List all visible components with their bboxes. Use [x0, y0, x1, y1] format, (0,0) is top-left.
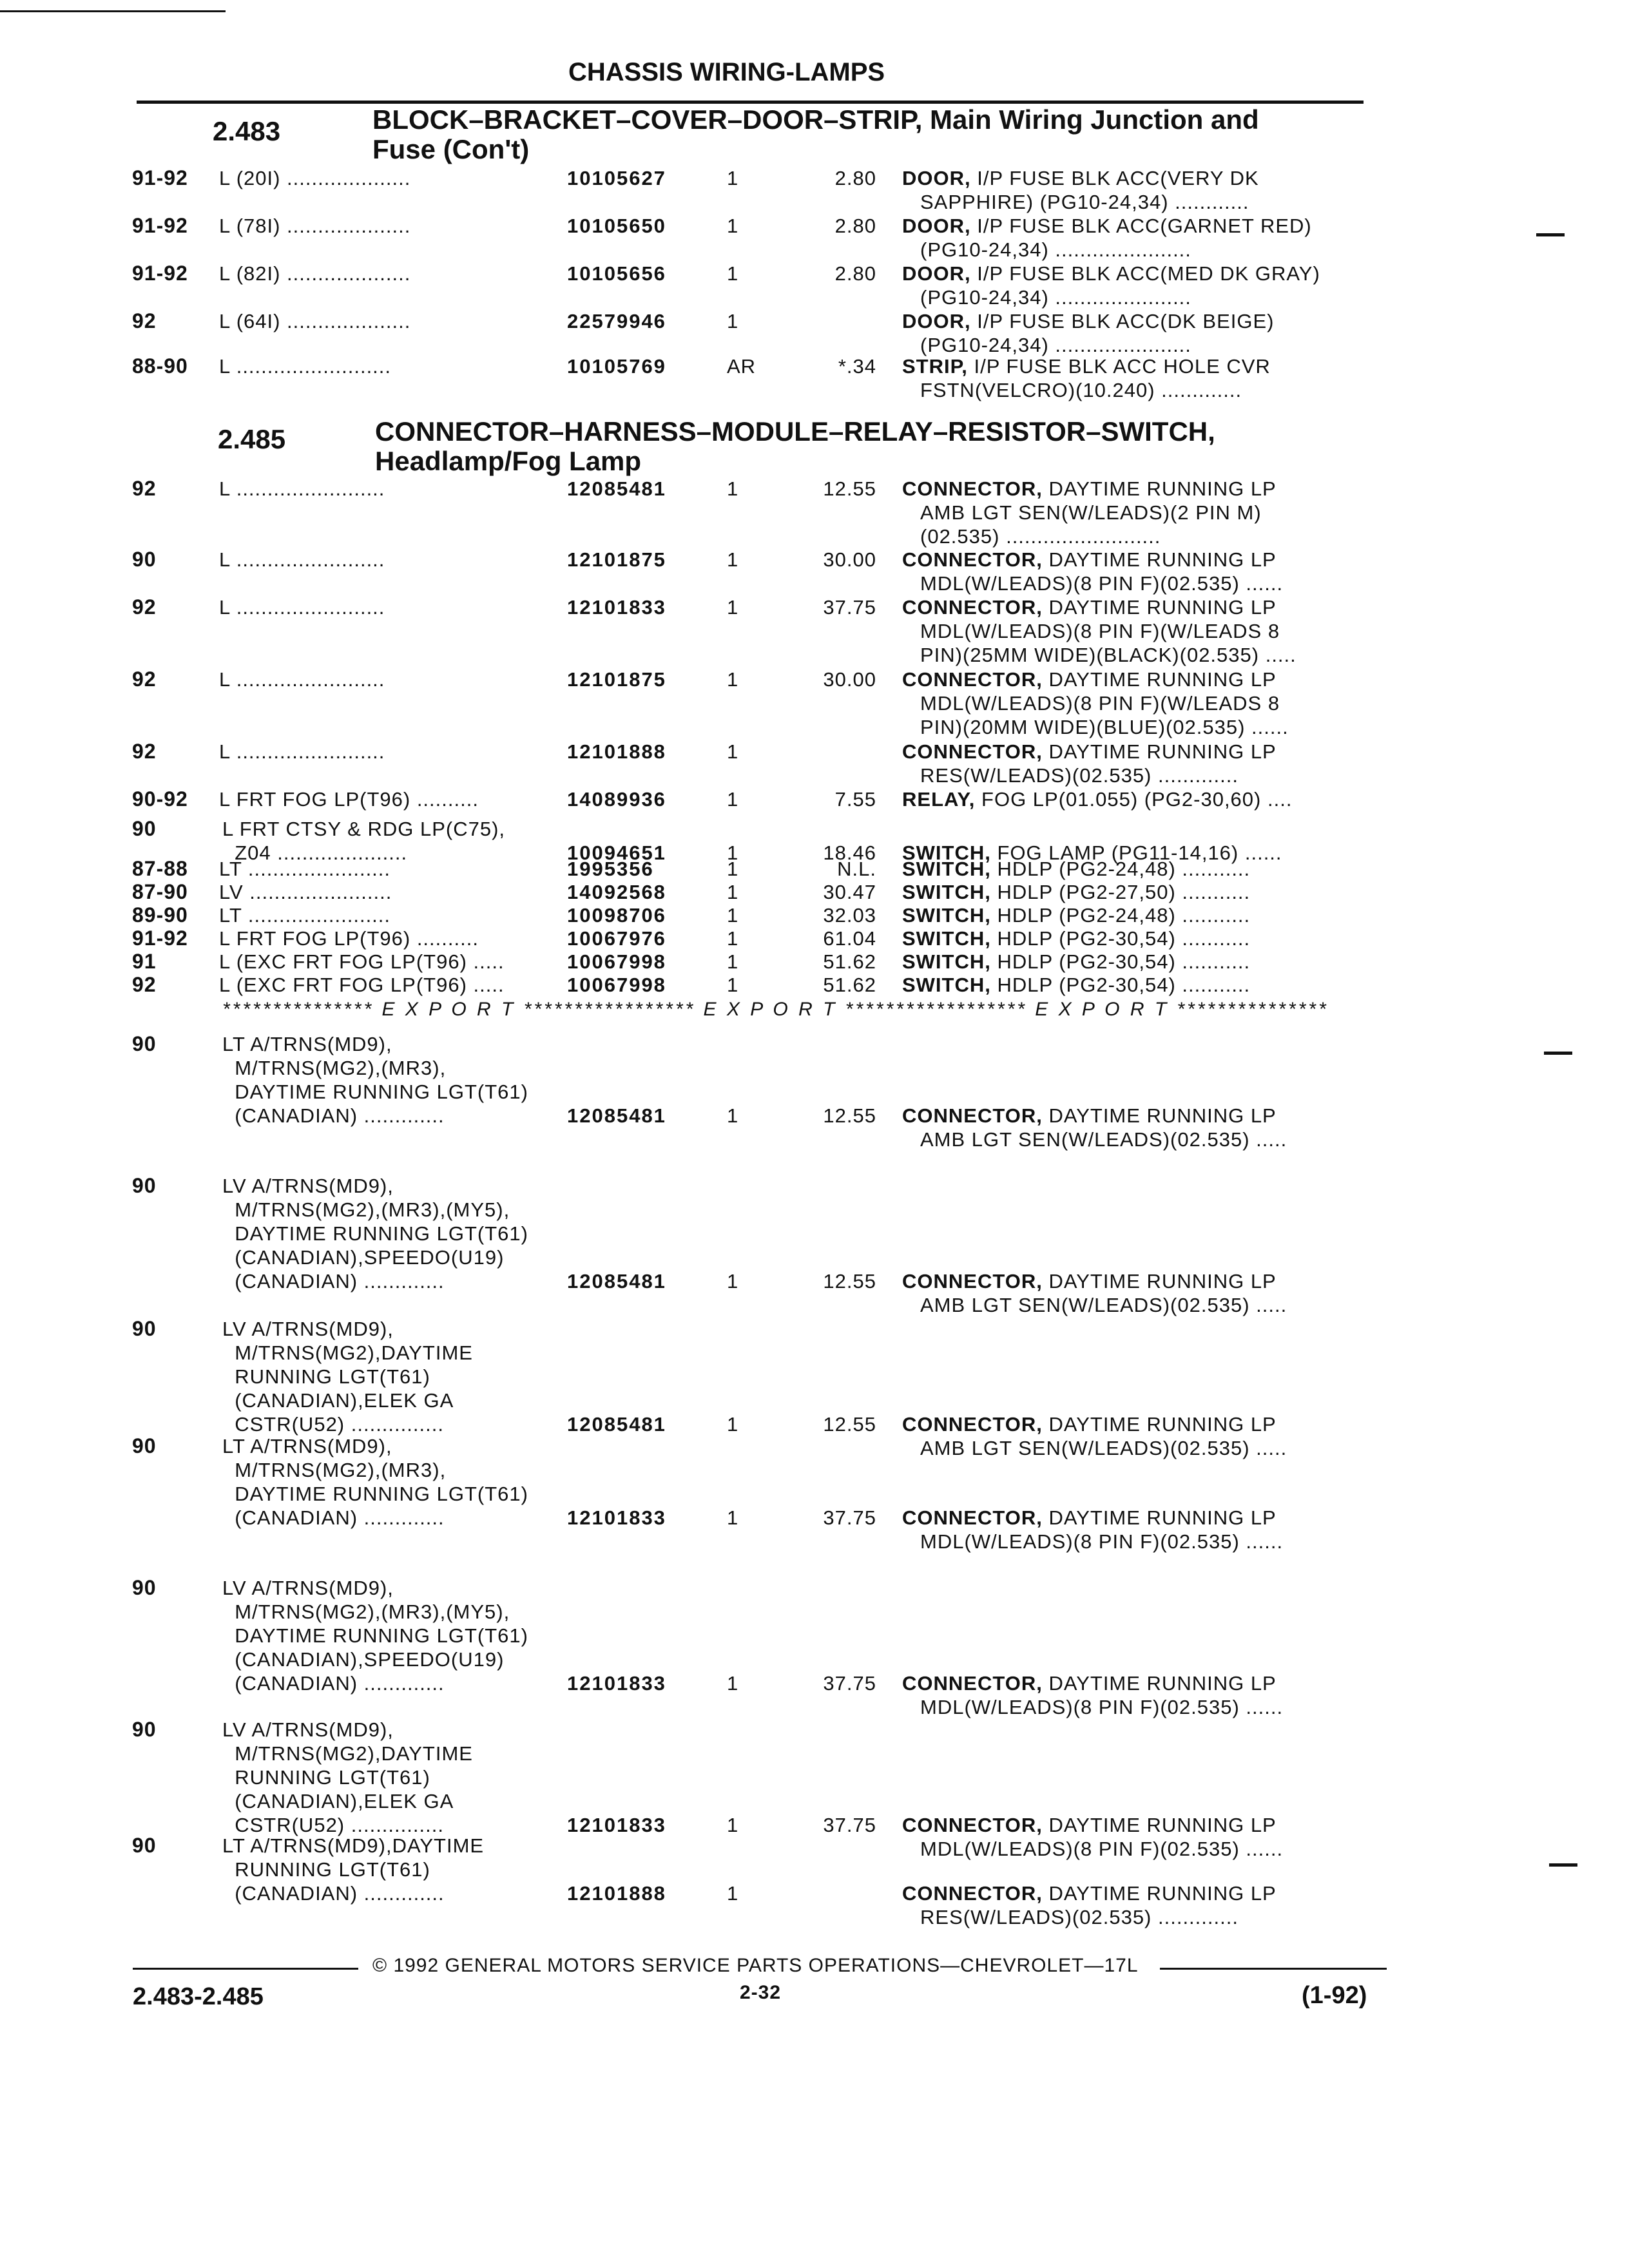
row-application: CSTR(U52) ...............: [222, 1814, 444, 1836]
footer-rule-left: [133, 1968, 358, 1970]
row-description: DOOR, I/P FUSE BLK ACC(VERY DK: [902, 167, 1259, 189]
row-quantity: 1: [727, 950, 739, 973]
row-application: L FRT CTSY & RDG LP(C75),: [222, 818, 506, 840]
row-part-number: 14092568: [567, 881, 666, 903]
row-part-number: 12085481: [567, 477, 666, 500]
row-application: LT .......................: [219, 904, 391, 927]
row-year: 92: [132, 740, 157, 763]
row-description: SWITCH, HDLP (PG2-30,54) ...........: [902, 950, 1251, 973]
row-part-number: 10105656: [567, 262, 666, 285]
row-application: DAYTIME RUNNING LGT(T61): [222, 1222, 528, 1245]
row-year: 92: [132, 309, 157, 332]
row-description: SWITCH, HDLP (PG2-27,50) ...........: [902, 881, 1251, 903]
row-year: 90: [132, 1434, 157, 1457]
row-description-cont: AMB LGT SEN(W/LEADS)(02.535) .....: [920, 1437, 1287, 1459]
row-price: 12.55: [823, 1104, 876, 1127]
row-part-number: 12101833: [567, 1814, 666, 1836]
row-price: 37.75: [823, 596, 876, 619]
row-price: 37.75: [823, 1814, 876, 1836]
row-year: 90: [132, 1317, 157, 1340]
row-part-number: 12085481: [567, 1270, 666, 1293]
row-part-number: 10067998: [567, 950, 666, 973]
row-quantity: 1: [727, 1270, 739, 1293]
row-part-name: DOOR,: [902, 310, 971, 332]
row-application: DAYTIME RUNNING LGT(T61): [222, 1483, 528, 1505]
row-part-name: SWITCH,: [902, 858, 991, 880]
row-part-name: CONNECTOR,: [902, 1506, 1043, 1529]
row-price: 2.80: [834, 262, 876, 285]
row-quantity: 1: [727, 1506, 739, 1529]
row-description: SWITCH, HDLP (PG2-24,48) ...........: [902, 904, 1251, 927]
row-part-number: 10105650: [567, 215, 666, 237]
row-description: RELAY, FOG LP(01.055) (PG2-30,60) ....: [902, 788, 1293, 811]
row-description-cont: (PG10-24,34) ......................: [920, 238, 1191, 261]
row-part-name: RELAY,: [902, 788, 976, 811]
row-part-number: 22579946: [567, 310, 666, 332]
row-part-number: 10094651: [567, 841, 666, 864]
export-separator: *************** E X P O R T ***************** E X P O R T ****************** E X P O R T ***************: [222, 999, 1329, 1020]
row-price: 61.04: [823, 927, 876, 950]
row-description: CONNECTOR, DAYTIME RUNNING LP: [902, 596, 1277, 619]
row-quantity: 1: [727, 215, 739, 237]
row-application: LT .......................: [219, 858, 391, 880]
row-quantity: 1: [727, 788, 739, 811]
row-part-number: 14089936: [567, 788, 666, 811]
row-quantity: 1: [727, 1104, 739, 1127]
row-description: CONNECTOR, DAYTIME RUNNING LP: [902, 548, 1277, 571]
margin-mark: [1544, 1052, 1572, 1055]
row-price: 51.62: [823, 974, 876, 996]
row-quantity: 1: [727, 858, 739, 880]
row-application: L (64I) ....................: [219, 310, 411, 332]
row-year: 90-92: [132, 787, 188, 811]
row-part-name: CONNECTOR,: [902, 596, 1043, 619]
row-application: M/TRNS(MG2),(MR3),: [222, 1459, 447, 1481]
row-description-cont: PIN)(25MM WIDE)(BLACK)(02.535) .....: [920, 644, 1296, 666]
row-year: 92: [132, 477, 157, 500]
row-application: (CANADIAN),ELEK GA: [222, 1389, 454, 1412]
row-part-name: DOOR,: [902, 262, 971, 285]
row-quantity: 1: [727, 262, 739, 285]
row-part-name: CONNECTOR,: [902, 1814, 1043, 1836]
row-quantity: 1: [727, 1413, 739, 1436]
row-description-cont: MDL(W/LEADS)(8 PIN F)(W/LEADS 8: [920, 620, 1280, 642]
row-part-name: CONNECTOR,: [902, 548, 1043, 571]
row-application: RUNNING LGT(T61): [222, 1766, 430, 1789]
row-description: SWITCH, HDLP (PG2-24,48) ...........: [902, 858, 1251, 880]
row-description: SWITCH, FOG LAMP (PG11-14,16) ......: [902, 841, 1282, 864]
row-description: DOOR, I/P FUSE BLK ACC(MED DK GRAY): [902, 262, 1320, 285]
section-number: 2.483: [213, 116, 281, 146]
row-year: 90: [132, 1834, 157, 1857]
row-description: CONNECTOR, DAYTIME RUNNING LP: [902, 1270, 1277, 1293]
row-part-name: CONNECTOR,: [902, 740, 1043, 763]
row-year: 90: [132, 1174, 157, 1197]
row-application: L (20I) ....................: [219, 167, 411, 189]
row-application: LT A/TRNS(MD9),DAYTIME: [222, 1834, 485, 1857]
row-description-cont: MDL(W/LEADS)(8 PIN F)(02.535) ......: [920, 1530, 1284, 1553]
row-quantity: 1: [727, 477, 739, 500]
row-year: 90: [132, 1032, 157, 1055]
row-application: L (EXC FRT FOG LP(T96) .....: [219, 950, 505, 973]
row-application: LT A/TRNS(MD9),: [222, 1033, 392, 1055]
row-price: 12.55: [823, 1270, 876, 1293]
row-part-number: 10105627: [567, 167, 666, 189]
margin-mark: [1536, 233, 1565, 236]
row-description: CONNECTOR, DAYTIME RUNNING LP: [902, 1506, 1277, 1529]
row-application: CSTR(U52) ...............: [222, 1413, 444, 1436]
row-quantity: 1: [727, 974, 739, 996]
row-part-number: 10105769: [567, 355, 666, 378]
row-application: L (78I) ....................: [219, 215, 411, 237]
row-part-number: 12101888: [567, 1882, 666, 1905]
row-description: DOOR, I/P FUSE BLK ACC(GARNET RED): [902, 215, 1312, 237]
row-description-cont: AMB LGT SEN(W/LEADS)(02.535) .....: [920, 1128, 1287, 1151]
row-application: L FRT FOG LP(T96) ..........: [219, 788, 479, 811]
row-part-number: 12085481: [567, 1104, 666, 1127]
scan-edge-line: [0, 10, 226, 12]
row-quantity: 1: [727, 668, 739, 691]
row-description-cont: (PG10-24,34) ......................: [920, 286, 1191, 309]
row-year: 91-92: [132, 166, 188, 189]
row-description-cont: (PG10-24,34) ......................: [920, 334, 1191, 356]
row-application: DAYTIME RUNNING LGT(T61): [222, 1624, 528, 1647]
row-part-number: 1995356: [567, 858, 654, 880]
row-price: *.34: [838, 355, 876, 378]
row-quantity: 1: [727, 1672, 739, 1695]
row-part-number: 12101833: [567, 1672, 666, 1695]
row-year: 88-90: [132, 354, 188, 378]
row-price: 12.55: [823, 1413, 876, 1436]
row-price: 30.00: [823, 668, 876, 691]
page-title: CHASSIS WIRING-LAMPS: [568, 58, 885, 86]
row-application: DAYTIME RUNNING LGT(T61): [222, 1081, 528, 1103]
row-application: L (82I) ....................: [219, 262, 411, 285]
row-application: L ........................: [219, 548, 385, 571]
row-part-name: SWITCH,: [902, 881, 991, 903]
row-application: (CANADIAN) .............: [222, 1882, 445, 1905]
row-price: 12.55: [823, 477, 876, 500]
row-quantity: AR: [727, 355, 757, 378]
row-description-cont: MDL(W/LEADS)(8 PIN F)(02.535) ......: [920, 1696, 1284, 1718]
row-application: Z04 .....................: [222, 841, 408, 864]
row-description-cont: SAPPHIRE) (PG10-24,34) ............: [920, 191, 1249, 213]
row-part-name: STRIP,: [902, 355, 968, 378]
row-part-number: 10067998: [567, 974, 666, 996]
row-price: N.L.: [837, 858, 876, 880]
row-description-cont: MDL(W/LEADS)(8 PIN F)(02.535) ......: [920, 572, 1284, 595]
row-price: 2.80: [834, 167, 876, 189]
row-application: L ........................: [219, 740, 385, 763]
row-description: CONNECTOR, DAYTIME RUNNING LP: [902, 1413, 1277, 1436]
row-description: SWITCH, HDLP (PG2-30,54) ...........: [902, 974, 1251, 996]
row-price: 51.62: [823, 950, 876, 973]
row-year: 91-92: [132, 262, 188, 285]
row-part-number: 12085481: [567, 1413, 666, 1436]
row-part-number: 12101833: [567, 1506, 666, 1529]
row-application: (CANADIAN) .............: [222, 1270, 445, 1293]
row-year: 91-92: [132, 214, 188, 237]
row-application: M/TRNS(MG2),(MR3),(MY5),: [222, 1198, 510, 1221]
row-year: 87-88: [132, 857, 188, 880]
row-description: CONNECTOR, DAYTIME RUNNING LP: [902, 1104, 1277, 1127]
row-year: 92: [132, 973, 157, 996]
row-part-number: 10067976: [567, 927, 666, 950]
footer-page-number: 2-32: [740, 1982, 782, 2003]
row-part-number: 12101875: [567, 548, 666, 571]
row-price: 7.55: [834, 788, 876, 811]
row-application: LT A/TRNS(MD9),: [222, 1435, 392, 1457]
row-part-name: SWITCH,: [902, 904, 991, 927]
row-part-name: CONNECTOR,: [902, 1270, 1043, 1293]
section-title: CONNECTOR–HARNESS–MODULE–RELAY–RESISTOR–SWITCH,: [375, 416, 1215, 447]
row-description-cont: RES(W/LEADS)(02.535) .............: [920, 1906, 1239, 1928]
footer-section-range: 2.483-2.485: [133, 1983, 264, 2010]
row-application: M/TRNS(MG2),DAYTIME: [222, 1742, 473, 1765]
row-quantity: 1: [727, 167, 739, 189]
row-part-name: SWITCH,: [902, 974, 991, 996]
row-application: (CANADIAN),SPEEDO(U19): [222, 1648, 505, 1671]
row-application: LV .......................: [219, 881, 392, 903]
row-application: LV A/TRNS(MD9),: [222, 1577, 394, 1599]
row-description-cont: FSTN(VELCRO)(10.240) .............: [920, 379, 1242, 401]
row-year: 90: [132, 548, 157, 571]
row-quantity: 1: [727, 904, 739, 927]
row-part-name: DOOR,: [902, 167, 971, 189]
row-application: LV A/TRNS(MD9),: [222, 1175, 394, 1197]
section-title: BLOCK–BRACKET–COVER–DOOR–STRIP, Main Wiring Junction and: [372, 104, 1259, 135]
row-application: L ........................: [219, 596, 385, 619]
row-description: CONNECTOR, DAYTIME RUNNING LP: [902, 1814, 1277, 1836]
row-description: CONNECTOR, DAYTIME RUNNING LP: [902, 668, 1277, 691]
row-description-cont: PIN)(20MM WIDE)(BLUE)(02.535) ......: [920, 716, 1289, 738]
footer-rule-right: [1160, 1968, 1387, 1970]
row-price: 30.47: [823, 881, 876, 903]
row-quantity: 1: [727, 881, 739, 903]
row-part-name: CONNECTOR,: [902, 668, 1043, 691]
row-part-number: 10098706: [567, 904, 666, 927]
row-quantity: 1: [727, 1814, 739, 1836]
row-part-name: SWITCH,: [902, 927, 991, 950]
row-description-cont: MDL(W/LEADS)(8 PIN F)(02.535) ......: [920, 1838, 1284, 1860]
row-description: STRIP, I/P FUSE BLK ACC HOLE CVR: [902, 355, 1271, 378]
row-price: 18.46: [823, 841, 876, 864]
row-description: CONNECTOR, DAYTIME RUNNING LP: [902, 1672, 1277, 1695]
footer-copyright: © 1992 GENERAL MOTORS SERVICE PARTS OPERATIONS—CHEVROLET—17L: [372, 1955, 1139, 1976]
row-year: 89-90: [132, 903, 188, 927]
row-quantity: 1: [727, 841, 739, 864]
row-application: LV A/TRNS(MD9),: [222, 1718, 394, 1741]
row-description-cont: MDL(W/LEADS)(8 PIN F)(W/LEADS 8: [920, 692, 1280, 715]
row-application: M/TRNS(MG2),(MR3),(MY5),: [222, 1600, 510, 1623]
row-year: 91-92: [132, 927, 188, 950]
row-application: (CANADIAN),SPEEDO(U19): [222, 1246, 505, 1269]
row-part-number: 12101875: [567, 668, 666, 691]
row-description: SWITCH, HDLP (PG2-30,54) ...........: [902, 927, 1251, 950]
row-part-number: 12101888: [567, 740, 666, 763]
row-part-name: CONNECTOR,: [902, 1104, 1043, 1127]
row-application: L ........................: [219, 668, 385, 691]
row-year: 92: [132, 668, 157, 691]
row-part-name: SWITCH,: [902, 841, 991, 864]
row-application: RUNNING LGT(T61): [222, 1365, 430, 1388]
row-quantity: 1: [727, 740, 739, 763]
row-part-name: SWITCH,: [902, 950, 991, 973]
row-price: 30.00: [823, 548, 876, 571]
row-application: (CANADIAN) .............: [222, 1506, 445, 1529]
row-description-cont: AMB LGT SEN(W/LEADS)(02.535) .....: [920, 1294, 1287, 1316]
row-application: (CANADIAN),ELEK GA: [222, 1790, 454, 1812]
header-rule: [137, 101, 1364, 104]
row-application: L FRT FOG LP(T96) ..........: [219, 927, 479, 950]
row-quantity: 1: [727, 1882, 739, 1905]
row-year: 90: [132, 1718, 157, 1741]
row-year: 92: [132, 595, 157, 619]
row-description: CONNECTOR, DAYTIME RUNNING LP: [902, 740, 1277, 763]
row-year: 87-90: [132, 880, 188, 903]
row-quantity: 1: [727, 310, 739, 332]
row-year: 90: [132, 1576, 157, 1599]
row-application: L (EXC FRT FOG LP(T96) .....: [219, 974, 505, 996]
section-number: 2.485: [218, 424, 286, 454]
row-quantity: 1: [727, 596, 739, 619]
row-application: L ........................: [219, 477, 385, 500]
row-year: 90: [132, 817, 157, 840]
row-price: 32.03: [823, 904, 876, 927]
row-application: M/TRNS(MG2),(MR3),: [222, 1057, 447, 1079]
row-part-name: CONNECTOR,: [902, 477, 1043, 500]
footer-date: (1-92): [1302, 1982, 1367, 2009]
margin-mark: [1549, 1863, 1577, 1867]
row-part-name: CONNECTOR,: [902, 1672, 1043, 1695]
row-price: 37.75: [823, 1506, 876, 1529]
row-part-number: 12101833: [567, 596, 666, 619]
row-part-name: CONNECTOR,: [902, 1882, 1043, 1905]
row-quantity: 1: [727, 927, 739, 950]
row-year: 91: [132, 950, 157, 973]
row-quantity: 1: [727, 548, 739, 571]
row-description-cont: (02.535) .........................: [920, 525, 1161, 548]
row-description-cont: AMB LGT SEN(W/LEADS)(2 PIN M): [920, 501, 1262, 524]
section-title-cont: Fuse (Con't): [372, 134, 530, 164]
row-application: L .........................: [219, 355, 392, 378]
row-application: LV A/TRNS(MD9),: [222, 1318, 394, 1340]
row-part-name: DOOR,: [902, 215, 971, 237]
section-title-cont: Headlamp/Fog Lamp: [375, 446, 642, 476]
row-application: RUNNING LGT(T61): [222, 1858, 430, 1881]
row-description-cont: RES(W/LEADS)(02.535) .............: [920, 764, 1239, 787]
row-application: (CANADIAN) .............: [222, 1104, 445, 1127]
row-description: DOOR, I/P FUSE BLK ACC(DK BEIGE): [902, 310, 1275, 332]
row-application: (CANADIAN) .............: [222, 1672, 445, 1695]
row-description: CONNECTOR, DAYTIME RUNNING LP: [902, 1882, 1277, 1905]
row-price: 2.80: [834, 215, 876, 237]
row-application: M/TRNS(MG2),DAYTIME: [222, 1341, 473, 1364]
row-price: 37.75: [823, 1672, 876, 1695]
row-description: CONNECTOR, DAYTIME RUNNING LP: [902, 477, 1277, 500]
row-part-name: CONNECTOR,: [902, 1413, 1043, 1436]
